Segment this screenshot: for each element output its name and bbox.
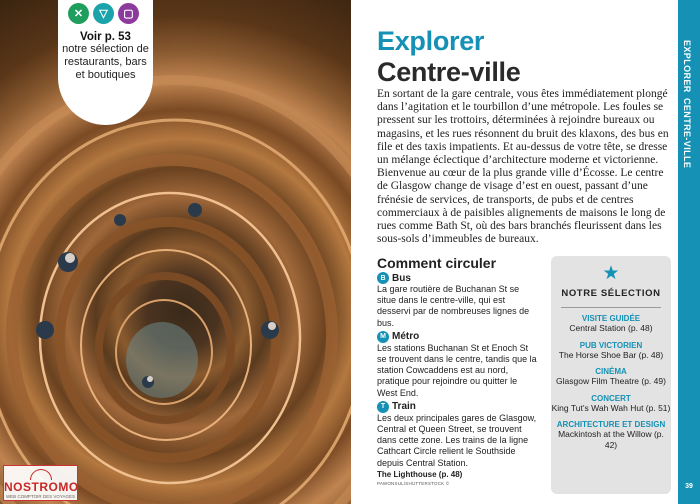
selection-category: ARCHITECTURE ET DESIGN bbox=[556, 420, 666, 429]
selection-item bbox=[551, 314, 671, 334]
bus-icon: B bbox=[377, 272, 389, 284]
selection-category: CINÉMA bbox=[595, 367, 627, 376]
selection-name: Glasgow Film Theatre (p. 49) bbox=[556, 376, 666, 386]
getting-around-title: Comment circuler bbox=[377, 255, 497, 271]
selection-category: PUB VICTORIEN bbox=[579, 340, 643, 350]
tab-section-label: EXPLORER bbox=[682, 40, 692, 93]
selection-item bbox=[551, 394, 671, 414]
transport-label: Bus bbox=[392, 272, 411, 284]
see-page-bubble bbox=[58, 0, 153, 125]
see-page-desc: notre sélection de restaurants, bars et boutiques bbox=[62, 43, 149, 81]
page-number: 39 bbox=[685, 483, 693, 490]
metro-icon: M bbox=[377, 331, 389, 343]
selection-title: NOTRE SÉLECTION bbox=[561, 288, 661, 299]
photo-caption: The Lighthouse (p. 48) bbox=[377, 470, 463, 479]
title-explorer: Explorer bbox=[377, 26, 485, 56]
selection-category: VISITE GUIDÉE bbox=[581, 314, 641, 323]
selection-category: CONCERT bbox=[591, 393, 631, 403]
transport-heading-bus bbox=[377, 272, 537, 284]
transport-text: Les deux principales gares de Glasgow, Central et Queen Street, se trouvent dans cette zone. Les trains de la ligne Cathcart Circle relient le Southside depuis Central Station. bbox=[377, 412, 537, 468]
title-district: Centre-ville bbox=[377, 57, 521, 87]
restaurant-icon: ✕ bbox=[68, 3, 89, 24]
photo-credit: PAWONSUL/SHUTTERSTOCK © bbox=[377, 481, 450, 486]
bar-icon: ▽ bbox=[93, 3, 114, 24]
dome-icon bbox=[30, 469, 52, 480]
selection-name: King Tut’s Wah Wah Hut (p. 51) bbox=[551, 402, 671, 413]
selection-box bbox=[551, 256, 671, 494]
selection-name: Mackintosh at the Willow (p. 42) bbox=[558, 429, 664, 450]
star-icon: ★ bbox=[602, 263, 620, 284]
selection-name: Central Station (p. 48) bbox=[569, 323, 653, 333]
selection-item bbox=[551, 420, 671, 450]
intro-paragraph: En sortant de la gare centrale, vous êtes immédiatement plongé dans l’agitation et le tourbillon d’une métropole. Les foules se pressent sur les trottoirs, déterminées à rejoindre bureaux ou magasins, et les rues résonnent du bruit des klaxons, des bus en file et des taxis impatients. Et au-dessus de votre tête, se dresse un mélange éclectique d’architecture moderne et victorienne. Bienvenue au cœur de la plus grande ville d’Écosse. Le centre de Glasgow change de visage d’est en ouest, passant d’une frénésie de services, de transports, de pubs et de centres commerciaux à de paisibles alignements de maisons le long de rues comme Bath St, où des bars branchés fleurissent dans les sous-sols d’immeubles de bureaux. bbox=[377, 88, 669, 246]
transport-text: Les stations Buchanan St et Enoch St se trouvent dans le centre, tandis que la station Cowcaddens est au nord, pratique pour rejoindre ou quitter le West End. bbox=[377, 342, 537, 398]
see-page-ref: Voir p. 53 bbox=[80, 31, 131, 43]
tab-subsection-label: CENTRE-VILLE bbox=[682, 98, 692, 169]
transport-text: La gare routière de Buchanan St se situe dans le centre-ville, qui est desservi par de nombreuses lignes de bus. bbox=[377, 284, 530, 328]
nostromo-logo bbox=[3, 465, 78, 501]
selection-name: The Horse Shoe Bar (p. 48) bbox=[558, 349, 664, 360]
category-icons bbox=[68, 3, 139, 24]
logo-tagline: WEB COMPTOIR DES VOYAGES bbox=[5, 494, 76, 499]
transport-label: Métro bbox=[392, 331, 420, 343]
transport-heading-train bbox=[377, 401, 537, 413]
train-icon: T bbox=[377, 401, 389, 413]
shopping-icon: ▢ bbox=[118, 3, 139, 24]
selection-divider bbox=[561, 307, 661, 308]
logo-name: NOSTROMO bbox=[4, 480, 79, 494]
transport-label: Train bbox=[392, 401, 416, 413]
selection-item bbox=[551, 341, 671, 361]
selection-item bbox=[551, 367, 671, 387]
transport-heading-metro bbox=[377, 331, 537, 343]
text-page bbox=[351, 0, 700, 504]
transport-list bbox=[377, 271, 537, 471]
